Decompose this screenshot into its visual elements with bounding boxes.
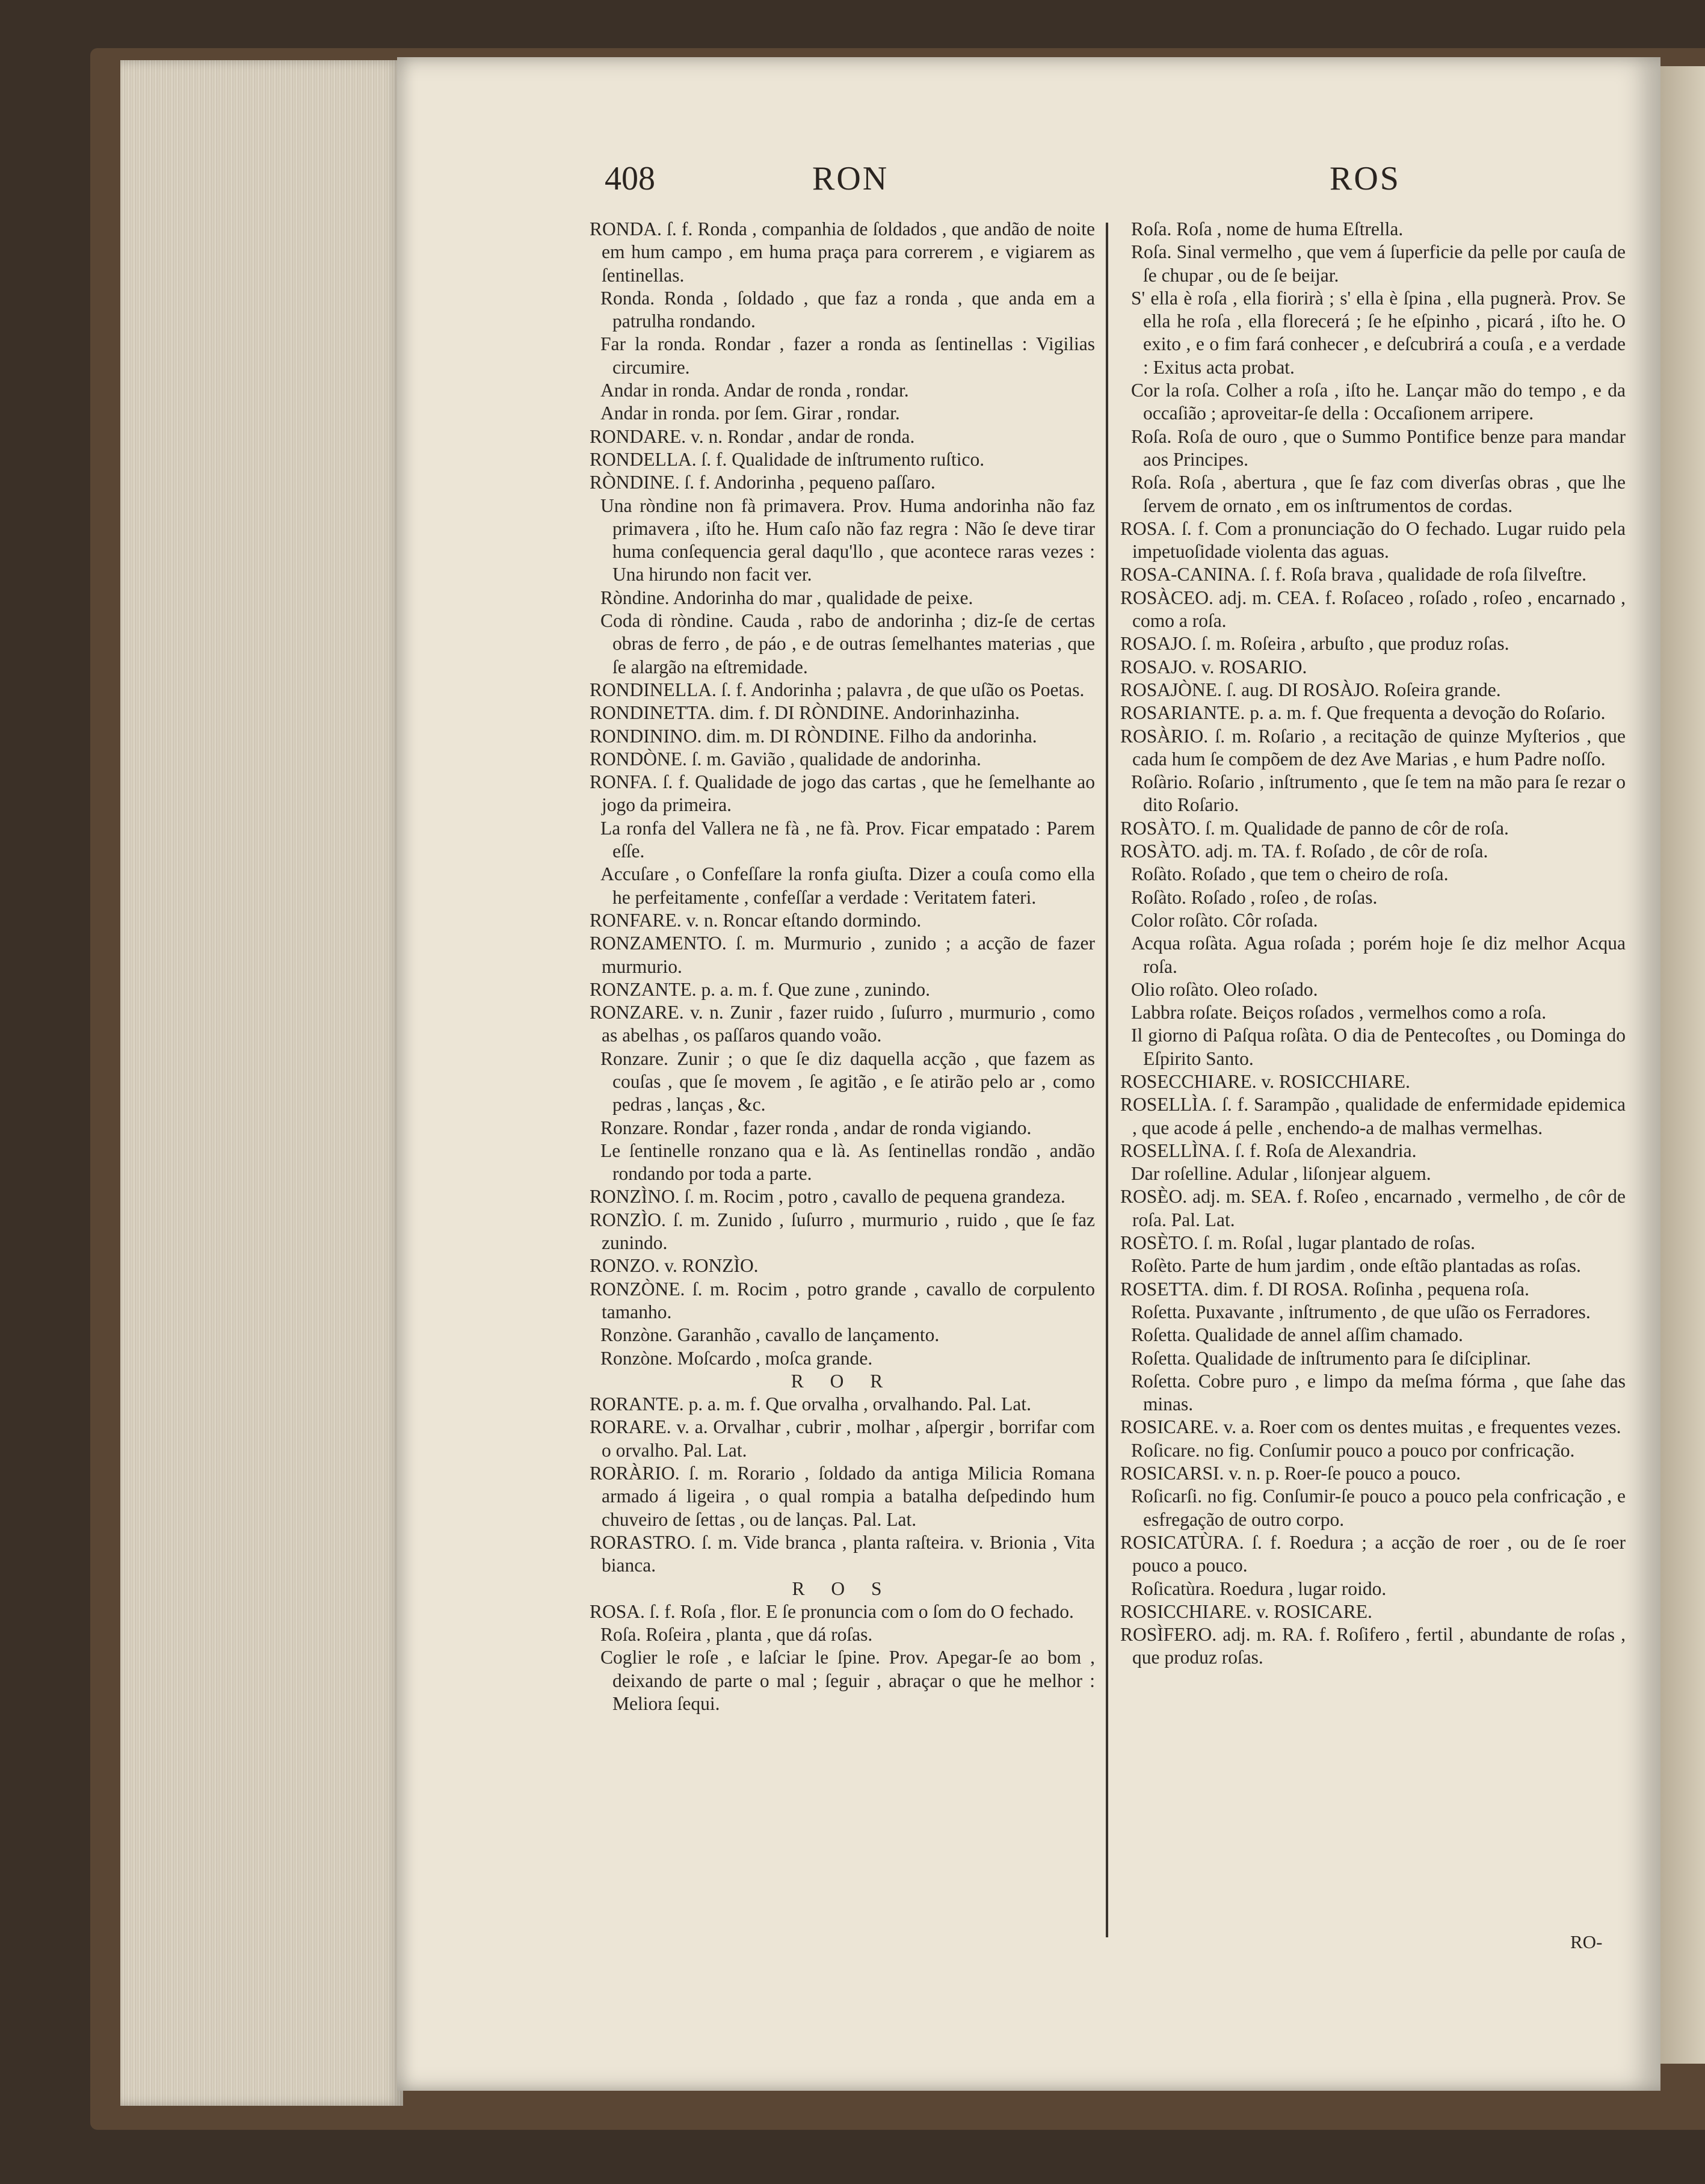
dictionary-entry: ROSÈO. adj. m. SEA. f. Roſeo , encarnado , vermelho , de côr de roſa. Pal. Lat. — [1120, 1186, 1626, 1230]
sub-entry: Labbra roſate. Beiços roſados , vermelhos como a roſa. — [1131, 1002, 1547, 1023]
dictionary-entry: RORARE. v. a. Orvalhar , cubrir , molhar , aſpergir , borrifar com o orvalho. Pal. Lat. — [590, 1416, 1095, 1461]
column-rule — [1106, 223, 1108, 1937]
dictionary-entry: ROSAJO. v. ROSARIO. — [1120, 656, 1307, 677]
dictionary-entry: ROSA. ſ. f. Roſa , flor. E ſe pronuncia com o ſom do O fechado. — [590, 1600, 1074, 1622]
sub-entry: Roſèto. Parte de hum jardim , onde eſtão plantadas as roſas. — [1131, 1255, 1581, 1277]
sub-entry: Ronda. Ronda , ſoldado , que faz a ronda , que anda em a patrulha rondando. — [600, 287, 1095, 332]
dictionary-entry: ROSAJÒNE. ſ. aug. DI ROSÀJO. Roſeira grande. — [1120, 679, 1501, 700]
sub-entry: Le ſentinelle ronzano qua e là. As ſentinellas rondão , andão rondando por toda a parte. — [600, 1140, 1095, 1185]
dictionary-entry: ROSICCHIARE. v. ROSICARE. — [1120, 1600, 1372, 1622]
dictionary-entry: ROSÀRIO. ſ. m. Roſario , a recitação de quinze Myſterios , que cada hum ſe compõem de dez Ave Marias , e hum Padre noſſo. — [1120, 725, 1626, 770]
dictionary-entry: ROSICATÙRA. ſ. f. Roedura ; a acção de roer , ou de ſe roer pouco a pouco. — [1120, 1531, 1626, 1576]
dictionary-entry: ROSA-CANINA. ſ. f. Roſa brava , qualidade de roſa ſilveſtre. — [1120, 564, 1587, 585]
dictionary-entry: ROSICARSI. v. n. p. Roer-ſe pouco a pouco. — [1120, 1463, 1461, 1484]
dictionary-entry: RONDINETTA. dim. f. DI RÒNDINE. Andorinhazinha. — [590, 702, 1020, 724]
sub-entry: Acqua roſàta. Agua roſada ; porém hoje ſe diz melhor Acqua roſa. — [1131, 933, 1626, 977]
dictionary-entry: RÒNDINE. ſ. f. Andorinha , pequeno paſſaro. — [590, 472, 936, 493]
page-number: 408 — [605, 160, 655, 197]
dictionary-entry: RORÀRIO. ſ. m. Rorario , ſoldado da antiga Milicia Romana armado á ligeira , o qual rompia a batalha deſpedindo hum chuveiro de ſettas , ou de lanças. Pal. Lat. — [590, 1463, 1095, 1530]
dictionary-entry: ROSELLÌA. ſ. f. Sarampão , qualidade de enfermidade epidemica , que acode á pelle , enchendo-a de malhas vermelhas. — [1120, 1094, 1626, 1138]
page-edges — [120, 60, 403, 2106]
sub-entry: Roſicatùra. Roedura , lugar roido. — [1131, 1578, 1387, 1599]
dictionary-entry: RORASTRO. ſ. m. Vide branca , planta raſteira. v. Brionia , Vita bianca. — [590, 1531, 1095, 1576]
dictionary-entry: RONZARE. v. n. Zunir , fazer ruido , ſuſurro , murmurio , como as abelhas , os paſſaros quando voão. — [590, 1002, 1095, 1046]
sub-entry: Roſa. Sinal vermelho , que vem á ſuperficie da pelle por cauſa de ſe chupar , ou de ſe beijar. — [1131, 241, 1626, 286]
dictionary-entry: RONZAMENTO. ſ. m. Murmurio , zunido ; a acção de fazer murmurio. — [590, 933, 1095, 977]
sub-entry: Ròndine. Andorinha do mar , qualidade de peixe. — [600, 587, 973, 608]
dictionary-entry: RONZANTE. p. a. m. f. Que zune , zunindo. — [590, 978, 931, 1000]
sub-entry: Ronzare. Zunir ; o que ſe diz daquella acção , que fazem as couſas , que ſe movem , ſe agitão , e ſe atirão pelo ar , como pedras , lanças , &c. — [600, 1047, 1095, 1115]
sub-entry: Roſicarſi. no fig. Conſumir-ſe pouco a pouco pela confricação , e esfregação de outro corpo. — [1131, 1485, 1626, 1530]
sub-entry: S' ella è roſa , ella fiorirà ; s' ella è ſpina , ella pugnerà. Prov. Se ella he roſa , ella florecerá ; ſe he eſpinho , picará , iſto he. O exito , e o fim fará conhecer , e deſcubrirá a couſa , e a verdade : Exitus acta probat. — [1131, 287, 1626, 378]
dictionary-entry: RONFARE. v. n. Roncar eſtando dormindo. — [590, 909, 922, 931]
dictionary-entry: RONDARE. v. n. Rondar , andar de ronda. — [590, 425, 915, 447]
sub-entry: Ronzòne. Garanhão , cavallo de lançamento. — [600, 1324, 940, 1346]
sub-entry: Far la ronda. Rondar , fazer a ronda as ſentinellas : Vigilias circumire. — [600, 333, 1095, 378]
sub-entry: Cor la roſa. Colher a roſa , iſto he. Lançar mão do tempo , e da occaſião ; aproveitar-ſe della : Occaſionem arripere. — [1131, 380, 1626, 424]
dictionary-entry: RONZÌO. ſ. m. Zunido , ſuſurro , murmurio , ruido , que ſe faz zunindo. — [590, 1209, 1095, 1254]
dictionary-entry: RONZO. v. RONZÌO. — [590, 1255, 759, 1277]
section-heading: R O S — [792, 1578, 893, 1599]
left-column — [590, 218, 1095, 1715]
dictionary-entry: ROSECCHIARE. v. ROSICCHIARE. — [1120, 1070, 1410, 1092]
sub-entry: Color roſàto. Côr roſada. — [1131, 909, 1318, 931]
dictionary-entry: RONDININO. dim. m. DI RÒNDINE. Filho da andorinha. — [590, 725, 1037, 747]
section-heading: R O R — [791, 1370, 894, 1392]
sub-entry: Roſetta. Cobre puro , e limpo da meſma fórma , que ſahe das minas. — [1131, 1370, 1626, 1415]
dictionary-entry: RONDA. ſ. f. Ronda , companhia de ſoldados , que andão de noite em hum campo , em huma praça para correrem , e vigiarem as ſentinellas. — [590, 218, 1095, 286]
dictionary-entry: ROSICARE. v. a. Roer com os dentes muitas , e frequentes vezes. — [1120, 1416, 1621, 1438]
dictionary-entry: RORANTE. p. a. m. f. Que orvalha , orvalhando. Pal. Lat. — [590, 1393, 1031, 1415]
dictionary-entry: ROSETTA. dim. f. DI ROSA. Roſinha , pequena roſa. — [1120, 1278, 1529, 1300]
sub-entry: Roſetta. Qualidade de inſtrumento para ſe diſciplinar. — [1131, 1347, 1531, 1369]
sub-entry: Roſa. Roſa , abertura , que ſe faz com diverſas obras , que lhe ſervem de ornato , em os inſtrumentos de cordas. — [1131, 472, 1626, 516]
sub-entry: Roſàto. Roſado , que tem o cheiro de roſa. — [1131, 863, 1449, 885]
sub-entry: Dar roſelline. Adular , liſonjear alguem. — [1131, 1163, 1431, 1185]
running-head-left: RON — [812, 160, 889, 197]
sub-entry: Roſa. Roſa de ouro , que o Summo Pontifice benze para mandar aos Principes. — [1131, 425, 1626, 470]
sub-entry: Ronzare. Rondar , fazer ronda , andar de ronda vigiando. — [600, 1117, 1032, 1138]
sub-entry: Roſa. Roſa , nome de huma Eſtrella. — [1131, 218, 1404, 239]
running-head-right: ROS — [1330, 160, 1401, 197]
catchword: RO- — [1570, 1931, 1603, 1952]
facing-page-edge — [1660, 66, 1705, 2064]
sub-entry: Il giorno di Paſqua roſàta. O dia de Pentecoſtes , ou Dominga do Eſpirito Santo. — [1131, 1025, 1626, 1069]
dictionary-entry: RONZÌNO. ſ. m. Rocim , potro , cavallo de pequena grandeza. — [590, 1186, 1065, 1208]
sub-entry: Roſàrio. Roſario , inſtrumento , que ſe tem na mão para ſe rezar o dito Roſario. — [1131, 771, 1626, 816]
dictionary-entry: RONDINELLA. ſ. f. Andorinha ; palavra , de que uſão os Poetas. — [590, 679, 1085, 700]
sub-entry: Roſetta. Qualidade de annel aſſim chamado. — [1131, 1324, 1463, 1346]
dictionary-entry: RONZÒNE. ſ. m. Rocim , potro grande , cavallo de corpulento tamanho. — [590, 1278, 1095, 1322]
dictionary-entry: ROSÀCEO. adj. m. CEA. f. Roſaceo , roſado , roſeo , encarnado , como a roſa. — [1120, 587, 1626, 632]
dictionary-entry: ROSARIANTE. p. a. m. f. Que frequenta a devoção do Roſario. — [1120, 702, 1606, 724]
sub-entry: Andar in ronda. Andar de ronda , rondar. — [600, 380, 909, 401]
dictionary-entry: ROSA. ſ. f. Com a pronunciação do O fechado. Lugar ruido pela impetuoſidade violenta das aguas. — [1120, 517, 1626, 563]
sub-entry: Roſa. Roſeira , planta , que dá roſas. — [600, 1624, 873, 1646]
sub-entry: Roſicare. no fig. Conſumir pouco a pouco por confricação. — [1131, 1439, 1575, 1461]
sub-entry: Olio roſàto. Oleo roſado. — [1131, 978, 1318, 1000]
sub-entry: Coglier le roſe , e laſciar le ſpine. Prov. Apegar-ſe ao bom , deixando de parte o mal ; ſeguir , abraçar o que he melhor : Meliora ſequi. — [600, 1647, 1095, 1714]
sub-entry: Ronzòne. Moſcardo , moſca grande. — [600, 1347, 873, 1369]
dictionary-entry: ROSAJO. ſ. m. Roſeira , arbuſto , que produz roſas. — [1120, 633, 1509, 655]
sub-entry: Coda di ròndine. Cauda , rabo de andorinha ; diz-ſe de certas obras de ferro , de páo , e de outras ſemelhantes materias , que ſe alargão na eſtremidade. — [600, 610, 1095, 677]
sub-entry: Roſàto. Roſado , roſeo , de roſas. — [1131, 886, 1378, 908]
sub-entry: Accuſare , o Confeſſare la ronfa giuſta. Dizer a couſa como ella he perfeitamente , confeſſar a verdade : Veritatem fateri. — [600, 863, 1095, 908]
dictionary-entry: RONDÒNE. ſ. m. Gavião , qualidade de andorinha. — [590, 748, 981, 770]
sub-entry: Roſetta. Puxavante , inſtrumento , de que uſão os Ferradores. — [1131, 1301, 1591, 1322]
sub-entry: La ronfa del Vallera ne fà , ne fà. Prov. Ficar empatado : Parem eſſe. — [600, 817, 1095, 862]
sub-entry: Una ròndine non fà primavera. Prov. Huma andorinha não faz primavera , iſto he. Hum caſo não faz regra : Não ſe deve tirar huma conſequencia geral daqu'llo , que acontece raras vezes : Una hirundo non facit ver. — [600, 495, 1095, 585]
sub-entry: Andar in ronda. por ſem. Girar , rondar. — [600, 403, 900, 424]
right-column — [1120, 218, 1626, 1670]
dictionary-entry: ROSÈTO. ſ. m. Roſal , lugar plantado de roſas. — [1120, 1232, 1475, 1254]
dictionary-entry: RONDELLA. ſ. f. Qualidade de inſtrumento ruſtico. — [590, 448, 985, 470]
dictionary-entry: RONFA. ſ. f. Qualidade de jogo das cartas , que he ſemelhante ao jogo da primeira. — [590, 771, 1095, 816]
dictionary-entry: ROSÀTO. ſ. m. Qualidade de panno de côr de roſa. — [1120, 817, 1509, 839]
dictionary-entry: ROSÌFERO. adj. m. RA. f. Roſifero , fertil , abundante de roſas , que produz roſas. — [1120, 1624, 1626, 1668]
dictionary-entry: ROSÀTO. adj. m. TA. f. Roſado , de côr de roſa. — [1120, 841, 1488, 862]
dictionary-entry: ROSELLÌNA. ſ. f. Roſa de Alexandria. — [1120, 1140, 1417, 1161]
